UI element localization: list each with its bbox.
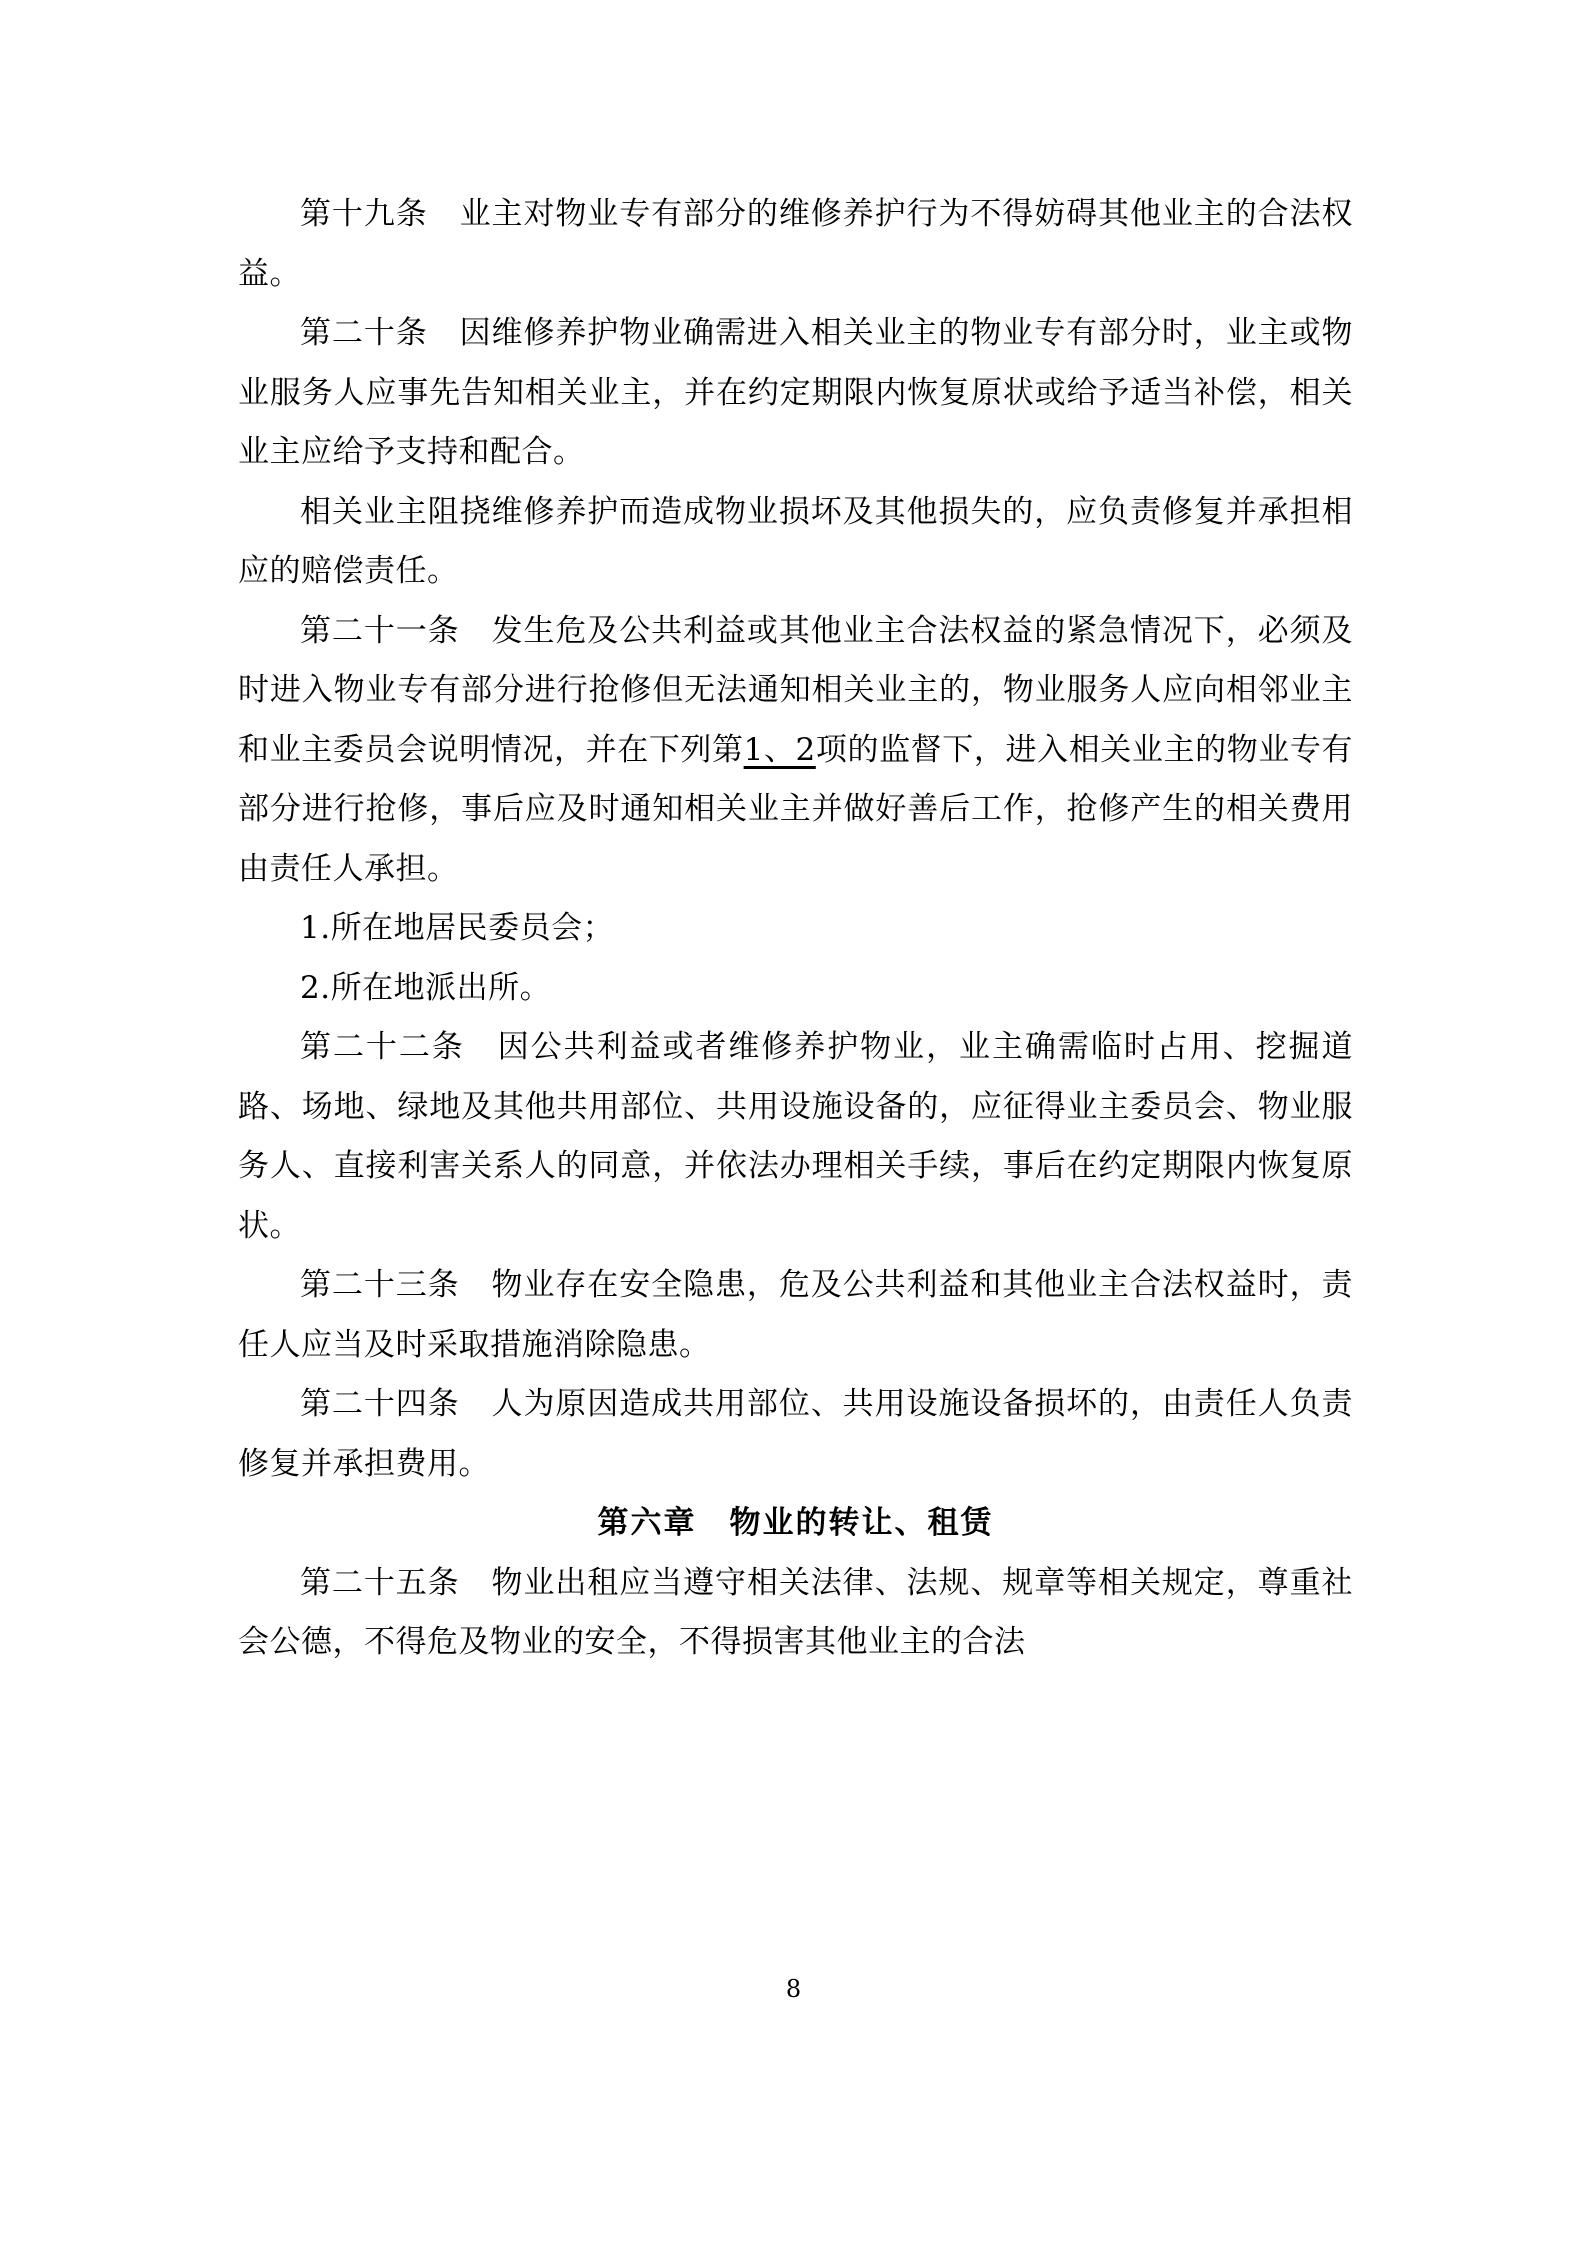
article-25: 第二十五条 物业出租应当遵守相关法律、法规、规章等相关规定，尊重社会公德，不得危及物业的安全，不得损害其他业主的合法 [238,1564,1353,1661]
article-19: 第十九条 业主对物业专有部分的维修养护行为不得妨碍其他业主的合法权益。 [238,196,1353,292]
document-body [238,185,1353,1673]
chapter-6-heading: 第六章 物业的转让、租赁 [597,1505,994,1542]
article-23: 第二十三条 物业存在安全隐患，危及公共利益和其他业主合法权益时，责任人应当及时采取措施消除隐患。 [238,1267,1353,1363]
article-21 [238,602,1353,900]
article-21-text-after: 项的监督下，进入相关业主的物业专有部分进行抢修，事后应及时通知相关业主并做好善后工作，抢修产生的相关费用由责任人承担。 [238,731,1354,887]
article-21-underlined-value: 1、2 [743,731,816,768]
article-21-item-2: 2.所在地派出所。 [300,969,552,1006]
page-number: 8 [785,1975,802,2003]
article-24: 第二十四条 人为原因造成共用部位、共用设施设备损坏的，由责任人负责修复并承担费用。 [238,1386,1353,1482]
article-21-text-before: 第二十一条 发生危及公共利益或其他业主合法权益的紧急情况下，必须及时进入物业专有部分进行抢修但无法通知相关业主的，物业服务人应向相邻业主和业主委员会说明情况，并在下列第 [238,612,1353,768]
article-21-item-1: 1.所在地居民委员会； [300,910,615,947]
article-20-paragraph-2: 相关业主阻挠维修养护而造成物业损坏及其他损失的，应负责修复并承担相应的赔偿责任。 [238,493,1353,590]
article-20: 第二十条 因维修养护物业确需进入相关业主的物业专有部分时，业主或物业服务人应事先告知相关业主，并在约定期限内恢复原状或给予适当补偿，相关业主应给予支持和配合。 [238,315,1353,471]
article-22: 第二十二条 因公共利益或者维修养护物业，业主确需临时占用、挖掘道路、场地、绿地及其他共用部位、共用设施设备的，应征得业主委员会、物业服务人、直接利害关系人的同意，并依法办理相关手续，事后在约定期限内恢复原状。 [238,1029,1353,1244]
